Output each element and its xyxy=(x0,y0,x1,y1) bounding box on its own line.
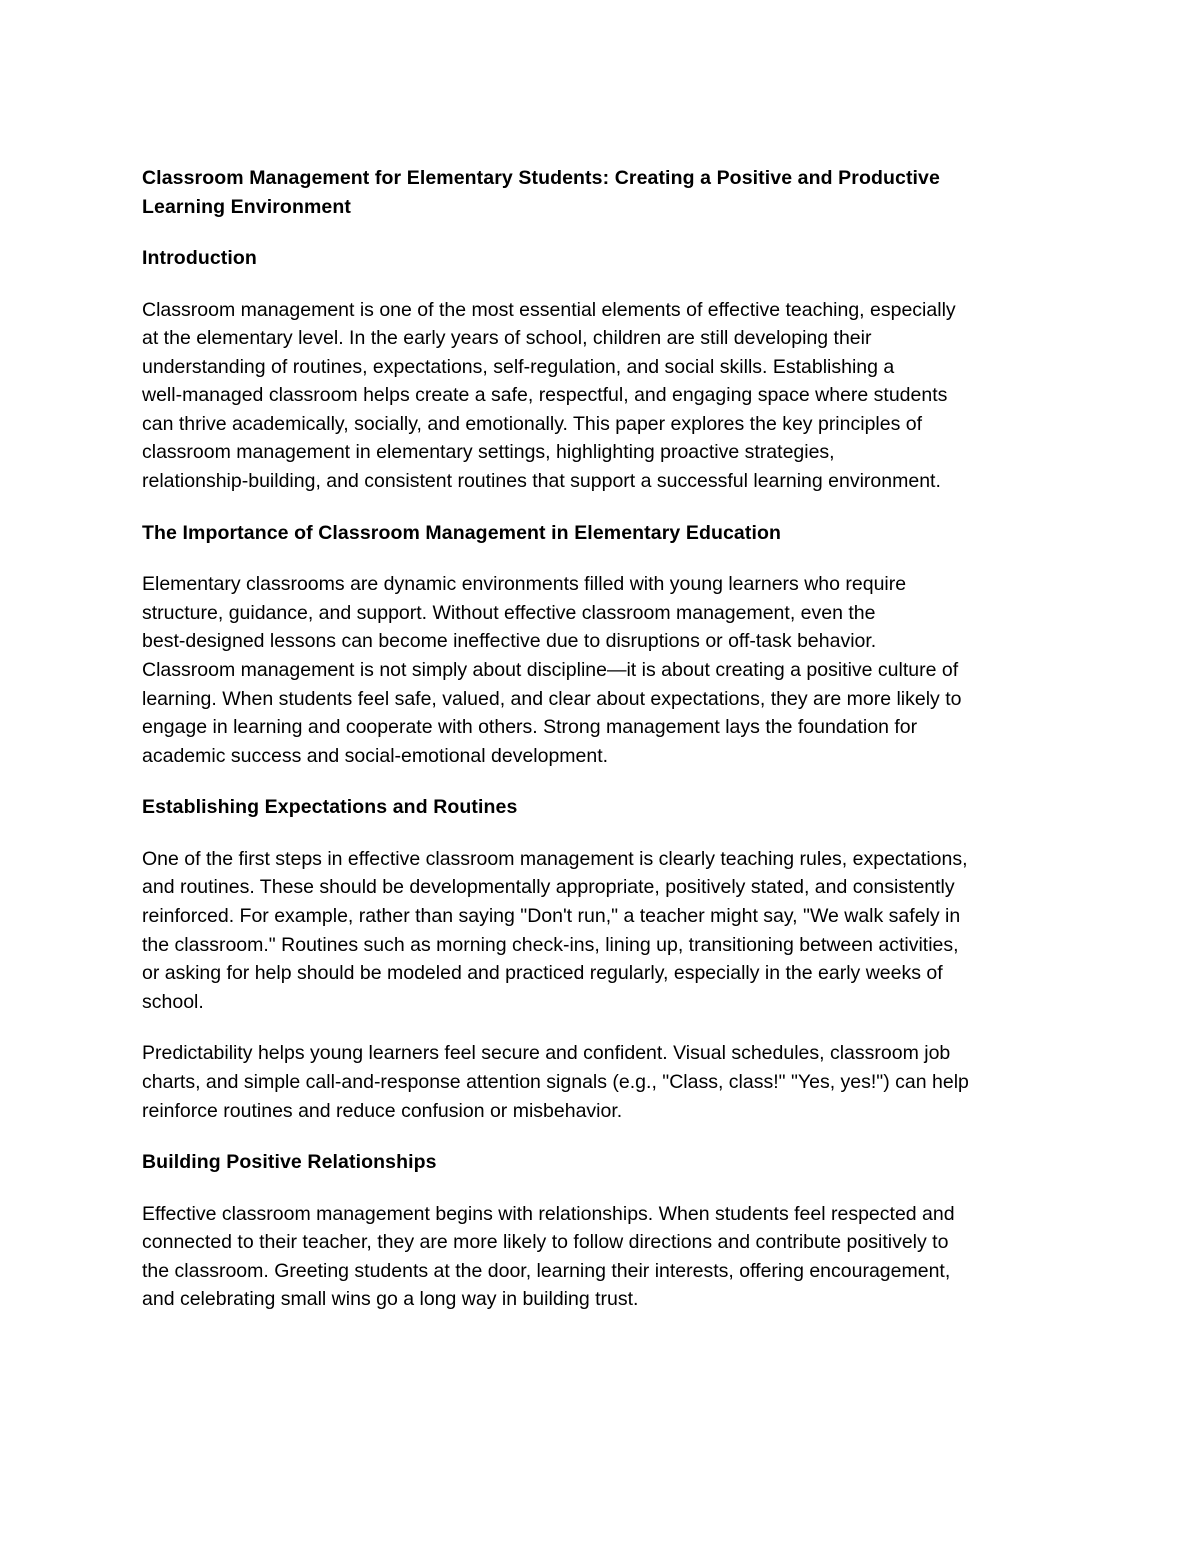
paragraph-line: Predictability helps young learners feel secure and confident. Visual schedules, classroom job xyxy=(142,1042,951,1065)
paragraph-line: learning. When students feel safe, valued, and clear about expectations, they are more likely to xyxy=(142,687,962,710)
section-heading-relationships: Building Positive Relationships xyxy=(142,1151,437,1174)
paragraph-line: or asking for help should be modeled and practiced regularly, especially in the early weeks of xyxy=(142,962,943,985)
expectations-paragraph-2 xyxy=(142,1039,1067,1125)
paragraph-line: best-designed lessons can become ineffective due to disruptions or off-task behavior. xyxy=(142,630,877,653)
document-body xyxy=(142,164,1067,1314)
expectations-paragraph-1 xyxy=(142,845,1067,1017)
relationships-paragraph xyxy=(142,1200,1067,1314)
paragraph-line: Elementary classrooms are dynamic environments filled with young learners who require xyxy=(142,573,907,596)
section-heading-introduction: Introduction xyxy=(142,247,257,269)
title-line: Classroom Management for Elementary Students: Creating a Positive and Productive xyxy=(142,167,940,189)
title-line: Learning Environment xyxy=(142,195,351,218)
paragraph-line: reinforce routines and reduce confusion or misbehavior. xyxy=(142,1099,623,1122)
paragraph-line: One of the first steps in effective classroom management is clearly teaching rules, expectations, xyxy=(142,847,968,870)
section-heading-expectations: Establishing Expectations and Routines xyxy=(142,796,518,819)
paragraph-line: Classroom management is not simply about discipline—it is about creating a positive culture of xyxy=(142,658,959,681)
paragraph-line: the classroom." Routines such as morning check-ins, lining up, transitioning between activities, xyxy=(142,933,959,956)
paragraph-line: relationship-building, and consistent routines that support a successful learning environment. xyxy=(142,470,941,493)
paragraph-line: academic success and social-emotional development. xyxy=(142,744,609,767)
paragraph-line: can thrive academically, socially, and emotionally. This paper explores the key principles of xyxy=(142,412,923,435)
paragraph-line: charts, and simple call-and-response attention signals (e.g., "Class, class!" "Yes, yes!") can help xyxy=(142,1070,969,1093)
paragraph-line: reinforced. For example, rather than saying "Don't run," a teacher might say, "We walk safely in xyxy=(142,905,961,927)
paragraph-line: connected to their teacher, they are more likely to follow directions and contribute positively to xyxy=(142,1231,949,1254)
intro-paragraph xyxy=(142,296,1067,496)
paragraph-line: the classroom. Greeting students at the door, learning their interests, offering encouragement, xyxy=(142,1259,951,1282)
paragraph-line: at the elementary level. In the early years of school, children are still developing their xyxy=(142,327,872,350)
paragraph-line: well-managed classroom helps create a safe, respectful, and engaging space where students xyxy=(142,384,948,407)
paragraph-line: classroom management in elementary settings, highlighting proactive strategies, xyxy=(142,441,835,464)
paragraph-line: Classroom management is one of the most essential elements of effective teaching, especially xyxy=(142,298,956,321)
paragraph-line: Effective classroom management begins with relationships. When students feel respected and xyxy=(142,1202,955,1225)
paragraph-line: and routines. These should be developmentally appropriate, positively stated, and consistently xyxy=(142,876,955,899)
paragraph-line: engage in learning and cooperate with others. Strong management lays the foundation for xyxy=(142,716,918,739)
document-title xyxy=(142,164,1067,221)
paragraph-line: and celebrating small wins go a long way in building trust. xyxy=(142,1288,639,1311)
paragraph-line: understanding of routines, expectations, self-regulation, and social skills. Establishing a xyxy=(142,355,895,378)
section-heading-importance: The Importance of Classroom Management in Elementary Education xyxy=(142,521,781,544)
paragraph-line: structure, guidance, and support. Without effective classroom management, even the xyxy=(142,601,876,624)
paragraph-line: school. xyxy=(142,990,204,1013)
importance-paragraph xyxy=(142,570,1067,770)
